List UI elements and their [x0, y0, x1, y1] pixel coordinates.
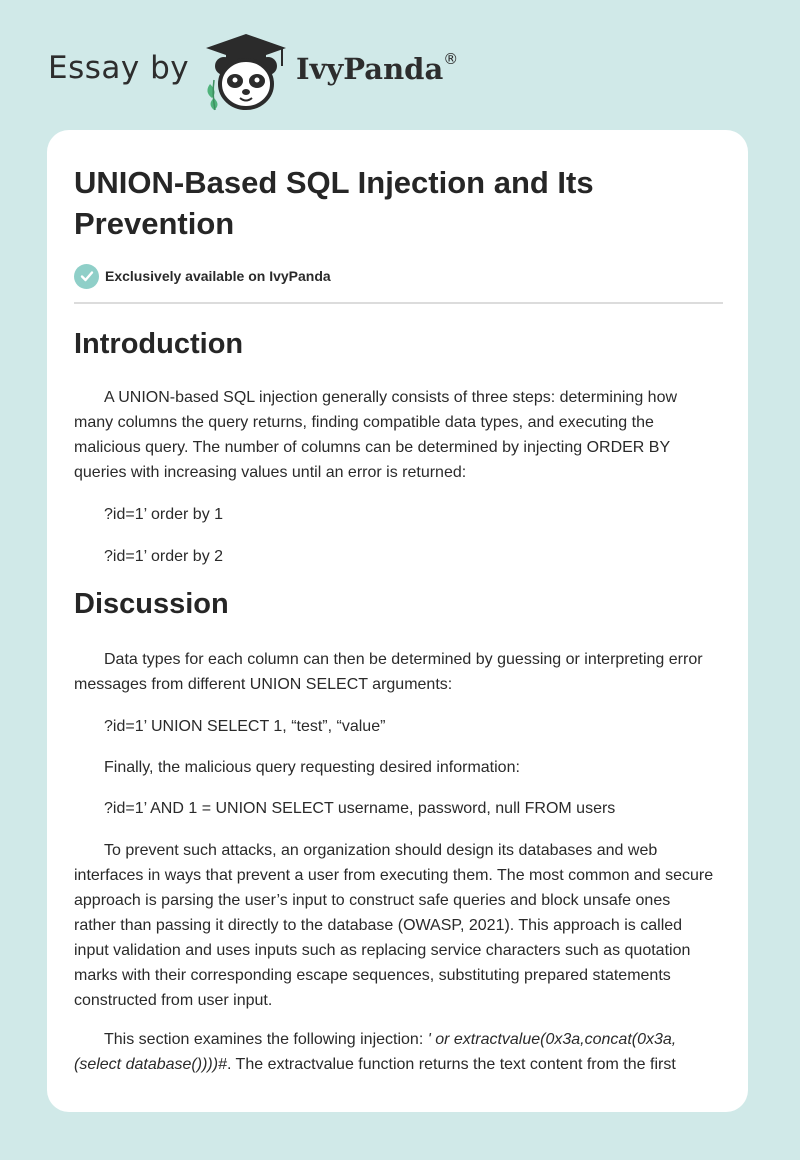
brand-name[interactable]: IvyPanda® [296, 50, 459, 86]
essay-card [47, 130, 748, 1112]
paragraph: Finally, the malicious query requesting desired information: [104, 759, 520, 776]
exclusive-badge [74, 263, 331, 289]
injection-code: ' or extractvalue(0x3a,concat(0x3a,(select database())))# [74, 1031, 677, 1073]
paragraph: A UNION-based SQL injection generally consists of three steps: determining how many columns the query returns, finding compatible data types, and executing the malicious query. The number of columns can be determined by injecting ORDER BY queries with increasing values until an error is returned: [74, 389, 678, 481]
paragraph: To prevent such attacks, an organization should design its databases and web interfaces in ways that prevent a user from executing them. The most common and secure approach is parsing the user’s input to construct safe queries and block unsafe ones rather than passing it directly to the database (OWASP, 2021). This approach is called input validation and uses inputs such as replacing service characters such as quotation marks with their corresponding escape sequences, substituting prepared statements constructed from user input. [74, 842, 714, 1009]
code-line: ?id=1’ UNION SELECT 1, “test”, “value” [104, 718, 386, 735]
paragraph: Data types for each column can then be determined by guessing or interpreting error messages from different UNION SELECT arguments: [74, 651, 703, 693]
page-title: UNION-Based SQL Injection and Its Prevention [74, 165, 594, 241]
essay-by-label: Essay by [48, 50, 190, 86]
section-heading-introduction: Introduction [74, 328, 244, 360]
site-header [0, 0, 800, 120]
panda-graduate-logo-icon[interactable] [200, 32, 292, 112]
code-line: ?id=1’ AND 1 = UNION SELECT username, password, null FROM users [104, 800, 616, 817]
code-line: ?id=1’ order by 2 [104, 548, 224, 565]
divider [74, 302, 723, 304]
check-icon [74, 264, 99, 289]
paragraph: This section examines the following injection: ' or extractvalue(0x3a,concat(0x3a,(select database())))#. The extractvalue function returns the text content from the first [74, 1031, 677, 1073]
code-line: ?id=1’ order by 1 [104, 506, 224, 523]
badge-text: Exclusively available on IvyPanda [105, 268, 331, 284]
section-heading-discussion: Discussion [74, 588, 229, 620]
